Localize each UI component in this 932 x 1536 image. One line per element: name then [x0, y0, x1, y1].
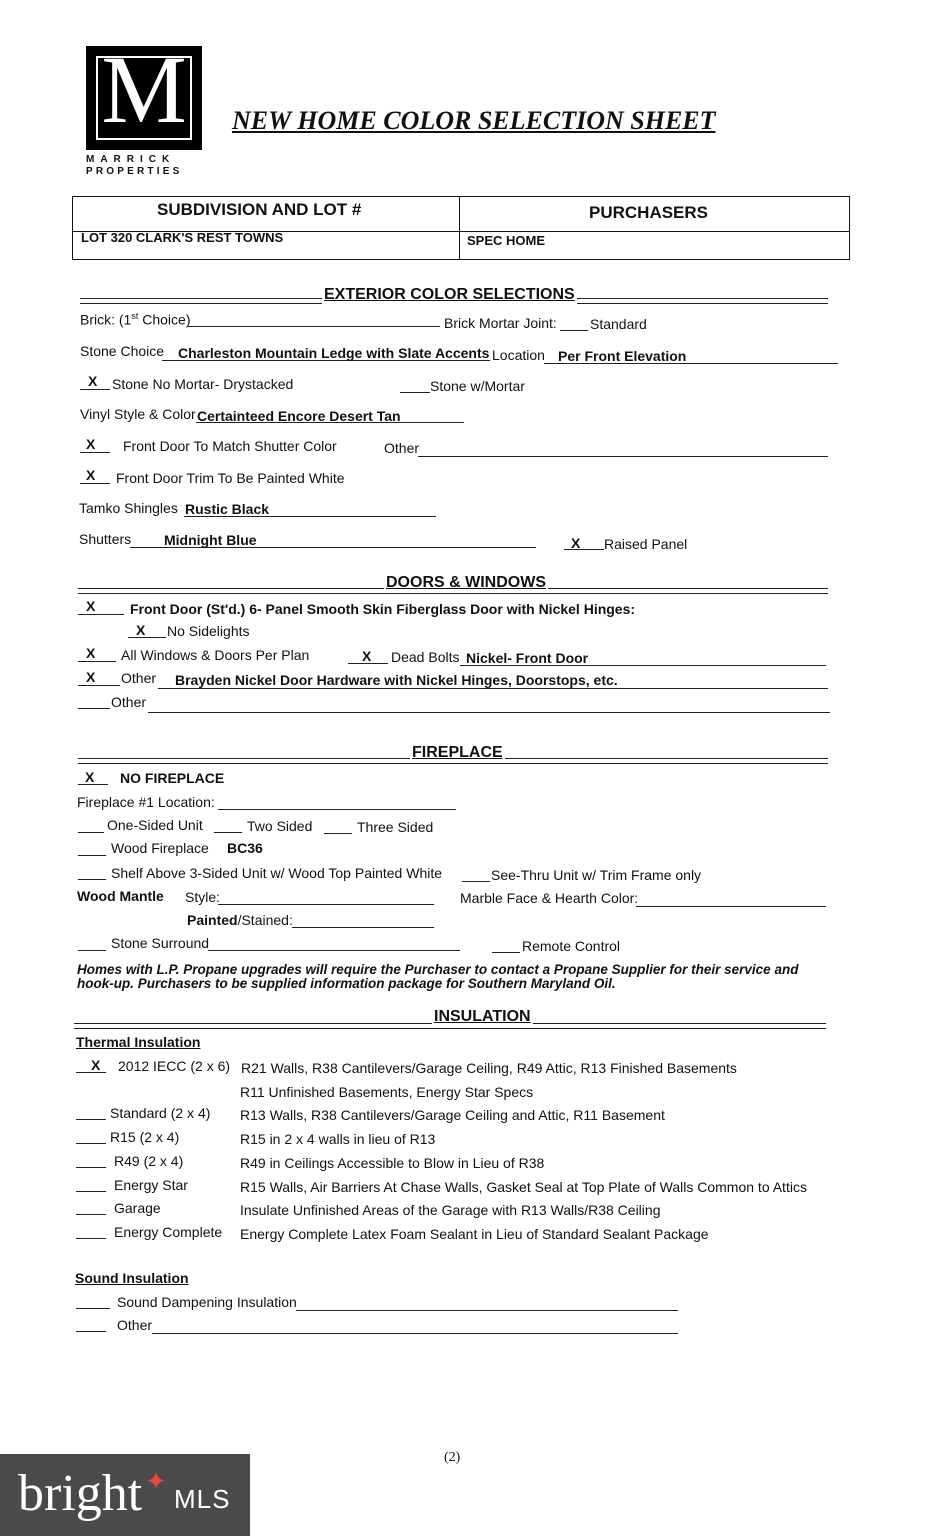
vinyl-label: Vinyl Style & Color — [80, 406, 196, 422]
sidelights-mark: X — [136, 622, 146, 638]
logo-name: MARRICK — [86, 154, 176, 165]
mortar-label: Brick Mortar Joint: — [444, 315, 557, 331]
logo-letter: M — [101, 36, 187, 143]
raised-panel-label: Raised Panel — [604, 536, 688, 552]
thermal-row-label: Energy Star — [114, 1177, 188, 1193]
no-fireplace-mark: X — [85, 769, 95, 785]
stone-surround-label: Stone Surround — [111, 935, 210, 951]
thermal-row-desc: R15 Walls, Air Barriers At Chase Walls, Gasket Seal at Top Plate of Walls Common to Attics — [240, 1179, 807, 1195]
thermal-row-desc: R13 Walls, R38 Cantilevers/Garage Ceiling and Attic, R11 Basement — [240, 1107, 665, 1123]
door-std-label: Front Door (St'd.) 6- Panel Smooth Skin Fiberglass Door with Nickel Hinges: — [130, 601, 636, 617]
thermal-heading: Thermal Insulation — [76, 1034, 201, 1050]
insulation-heading: INSULATION — [434, 1008, 531, 1025]
other1-value: Brayden Nickel Door Hardware with Nickel Hinges, Doorstops, etc. — [175, 672, 618, 688]
stone-choice-label: Stone Choice — [80, 343, 165, 359]
watermark-suffix: MLS — [174, 1484, 231, 1514]
thermal-row-desc: R21 Walls, R38 Cantilevers/Garage Ceiling, R49 Attic, R13 Finished Basements — [241, 1060, 737, 1076]
stone-no-mortar-label: Stone No Mortar- Drystacked — [112, 376, 294, 392]
mortar-value: Standard — [590, 316, 647, 332]
wood-fp-value: BC36 — [227, 840, 263, 856]
company-logo — [86, 36, 202, 150]
thermal-row-label: 2012 IECC (2 x 6) — [118, 1058, 231, 1074]
vinyl-value: Certainteed Encore Desert Tan — [197, 408, 401, 424]
propane-note-line2: hook-up. Purchasers to be supplied information package for Southern Maryland Oil. — [77, 976, 616, 991]
watermark-brand: bright — [18, 1465, 143, 1522]
sound-damp-label: Sound Dampening Insulation — [117, 1294, 297, 1310]
thermal-row-desc: R49 in Ceilings Accessible to Blow in Lieu of R38 — [240, 1155, 545, 1171]
fireplace-heading: FIREPLACE — [412, 744, 503, 761]
mantle-style-label: Style: — [185, 889, 221, 905]
thermal-row-desc: R11 Unfinished Basements, Energy Star Specs — [240, 1084, 534, 1100]
painted-stained-label: Painted/Stained: — [187, 912, 293, 928]
deadbolts-mark: X — [362, 648, 372, 664]
shelf-label: Shelf Above 3-Sided Unit w/ Wood Top Painted White — [111, 865, 443, 881]
front-door-mark: X — [86, 436, 96, 452]
watermark-star-icon: ✦ — [145, 1466, 167, 1496]
stone-w-mortar-label: Stone w/Mortar — [430, 378, 525, 394]
front-door-label: Front Door To Match Shutter Color — [123, 438, 337, 454]
front-trim-label: Front Door Trim To Be Painted White — [116, 470, 345, 486]
one-sided-label: One-Sided Unit — [107, 817, 203, 833]
purchasers-header: PURCHASERS — [589, 203, 709, 222]
page-title: NEW HOME COLOR SELECTION SHEET — [232, 106, 716, 135]
thermal-row-label: Energy Complete — [114, 1224, 223, 1240]
subdivision-value: LOT 320 CLARK'S REST TOWNS — [81, 230, 284, 245]
shingles-value: Rustic Black — [185, 501, 270, 517]
thermal-row-label: Standard (2 x 4) — [110, 1105, 211, 1121]
purchasers-value: SPEC HOME — [467, 233, 546, 248]
sound-heading: Sound Insulation — [75, 1270, 189, 1286]
doors-heading: DOORS & WINDOWS — [386, 574, 546, 591]
brick-label: Brick: (1st Choice) — [80, 311, 191, 328]
thermal-row-desc: R15 in 2 x 4 walls in lieu of R13 — [240, 1131, 436, 1147]
logo-subname: PROPERTIES — [86, 166, 183, 177]
thermal-row-label: R49 (2 x 4) — [114, 1153, 184, 1169]
other2-label: Other — [111, 694, 147, 710]
marble-label: Marble Face & Hearth Color: — [460, 890, 639, 906]
no-fireplace-label: NO FIREPLACE — [120, 770, 225, 786]
sidelights-label: No Sidelights — [167, 623, 250, 639]
sound-other-label: Other — [117, 1317, 153, 1333]
thermal-row-desc: Energy Complete Latex Foam Sealant in Lieu of Standard Sealant Package — [240, 1226, 709, 1242]
stone-no-mortar-mark: X — [88, 373, 98, 389]
fp-location-label: Fireplace #1 Location: — [77, 794, 215, 810]
front-trim-mark: X — [86, 467, 96, 483]
thermal-row-desc: Insulate Unfinished Areas of the Garage with R13 Walls/R38 Ceiling — [240, 1202, 661, 1218]
windows-mark: X — [86, 645, 96, 661]
other1-label: Other — [121, 670, 157, 686]
two-sided-label: Two Sided — [247, 818, 313, 834]
windows-label: All Windows & Doors Per Plan — [121, 647, 310, 663]
shutters-value: Midnight Blue — [164, 532, 257, 548]
door-std-mark: X — [86, 598, 96, 614]
thermal-row-mark: X — [91, 1057, 101, 1073]
shingles-label: Tamko Shingles — [79, 500, 178, 516]
raised-panel-mark: X — [571, 535, 581, 551]
subdivision-header: SUBDIVISION AND LOT # — [157, 200, 362, 219]
bright-mls-watermark — [0, 1454, 250, 1536]
remote-label: Remote Control — [522, 938, 621, 954]
deadbolts-label: Dead Bolts — [391, 649, 460, 665]
wood-fp-label: Wood Fireplace — [111, 840, 209, 856]
location-value: Per Front Elevation — [558, 348, 687, 364]
thermal-row-label: Garage — [114, 1200, 161, 1216]
front-door-other-label: Other — [384, 440, 420, 456]
deadbolts-value: Nickel- Front Door — [466, 650, 589, 666]
three-sided-label: Three Sided — [357, 819, 434, 835]
page-number: (2) — [444, 1450, 461, 1465]
other1-mark: X — [86, 669, 96, 685]
location-label: Location — [492, 347, 545, 363]
exterior-heading: EXTERIOR COLOR SELECTIONS — [324, 286, 575, 303]
see-thru-label: See-Thru Unit w/ Trim Frame only — [491, 867, 702, 883]
stone-choice-value: Charleston Mountain Ledge with Slate Accents — [178, 345, 490, 361]
wood-mantle-label: Wood Mantle — [77, 888, 164, 904]
shutters-label: Shutters — [79, 531, 132, 547]
thermal-row-label: R15 (2 x 4) — [110, 1129, 180, 1145]
header-table — [72, 196, 850, 260]
propane-note-line1: Homes with L.P. Propane upgrades will require the Purchaser to contact a Propane Supplier for their service and — [77, 962, 799, 977]
